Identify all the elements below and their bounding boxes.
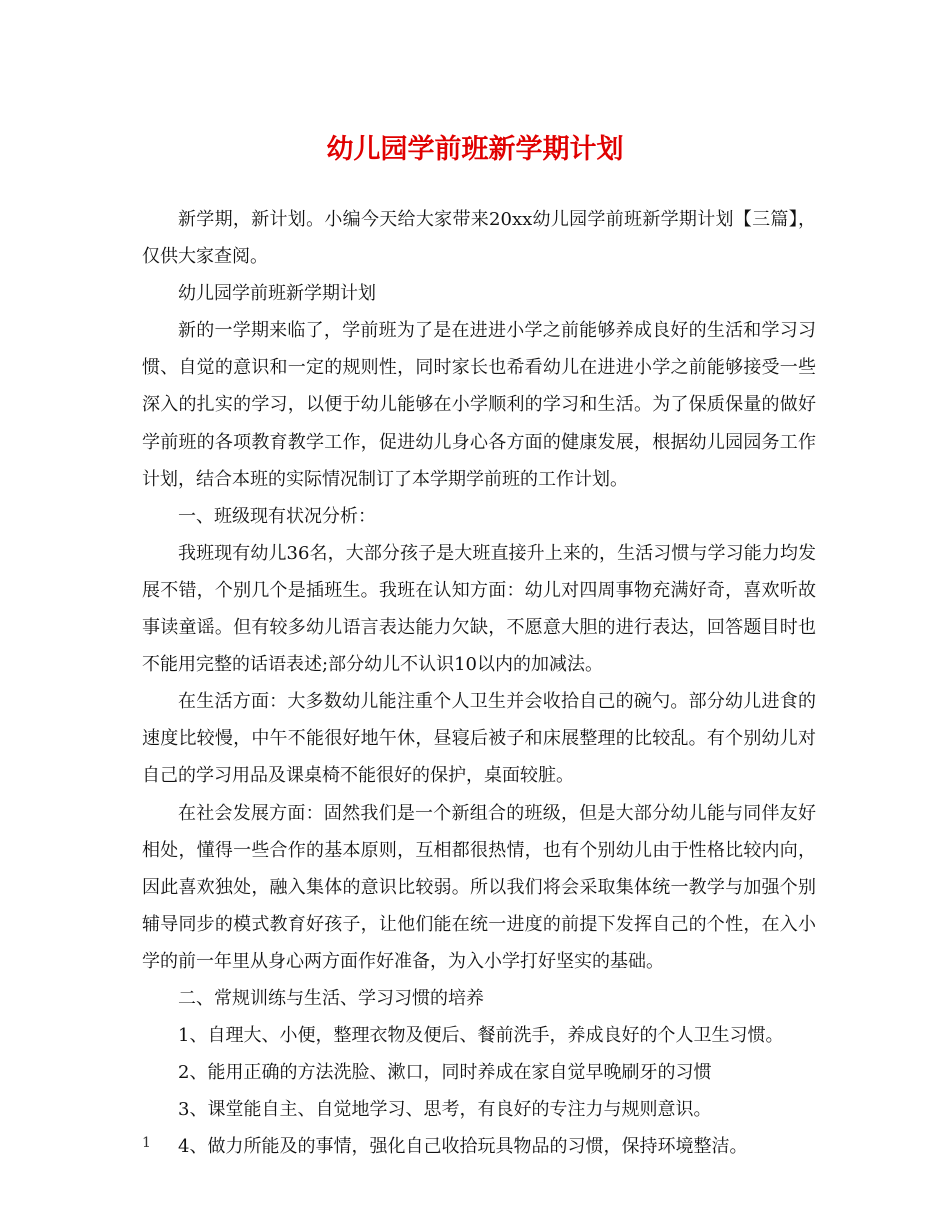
- body-paragraph: 我班现有幼儿36名，大部分孩子是大班直接升上来的，生活习惯与学习能力均发展不错，个别几个是插班生。我班在认知方面：幼儿对四周事物充满好奇，喜欢听故事读童谣。但有较多幼儿语言表达能力欠缺，不愿意大胆的进行表达，回答题目时也不能用完整的话语表述;部分幼儿不认识10以内的加减法。: [142, 542, 816, 676]
- page-number: 1: [142, 1135, 151, 1151]
- list-item: 3、课堂能自主、自觉地学习、思考，有良好的专注力与规则意识。: [178, 1099, 712, 1121]
- body-paragraph: 在社会发展方面：固然我们是一个新组合的班级，但是大部分幼儿能与同伴友好相处，懂得一些合作的基本原则，互相都很热情，也有个别幼儿由于性格比较内向，因此喜欢独处，融入集体的意识比较弱。所以我们将会采取集体统一教学与加强个别辅导同步的模式教育好孩子，让他们能在统一进度的前提下发挥自己的个性，在入小学的前一年里从身心两方面作好准备，为入小学打好坚实的基础。: [142, 802, 816, 972]
- list-item: 2、能用正确的方法洗脸、漱口，同时养成在家自觉早晚刷牙的习惯: [178, 1062, 712, 1084]
- section-heading: 二、常规训练与生活、学习习惯的培养: [178, 987, 484, 1009]
- list-item: 1、自理大、小便，整理衣物及便后、餐前洗手，养成良好的个人卫生习惯。: [178, 1025, 784, 1047]
- section-heading: 一、班级现有状况分析：: [178, 505, 376, 527]
- subtitle-paragraph: 幼儿园学前班新学期计划: [178, 283, 376, 305]
- body-paragraph: 在生活方面：大多数幼儿能注重个人卫生并会收拾自己的碗勺。部分幼儿进食的速度比较慢，中午不能很好地午休，昼寝后被子和床展整理的比较乱。有个别幼儿对自己的学习用品及课桌椅不能很好的保护，桌面较脏。: [142, 691, 816, 787]
- list-item: 4、做力所能及的事情，强化自己收拾玩具物品的习惯，保持环境整洁。: [178, 1136, 748, 1158]
- body-paragraph: 新的一学期来临了，学前班为了是在进进小学之前能够养成良好的生活和学习习惯、自觉的意识和一定的规则性，同时家长也希看幼儿在进进小学之前能够接受一些深入的扎实的学习，以便于幼儿能够在小学顺利的学习和生活。为了保质保量的做好学前班的各项教育教学工作，促进幼儿身心各方面的健康发展，根据幼儿园园务工作计划，结合本班的实际情况制订了本学期学前班的工作计划。: [142, 320, 816, 490]
- document-body: [142, 201, 816, 1165]
- intro-paragraph: 新学期，新计划。小编今天给大家带来20xx幼儿园学前班新学期计划【三篇】，仅供大家查阅。: [142, 209, 816, 268]
- document-title: 幼儿园学前班新学期计划: [326, 134, 624, 165]
